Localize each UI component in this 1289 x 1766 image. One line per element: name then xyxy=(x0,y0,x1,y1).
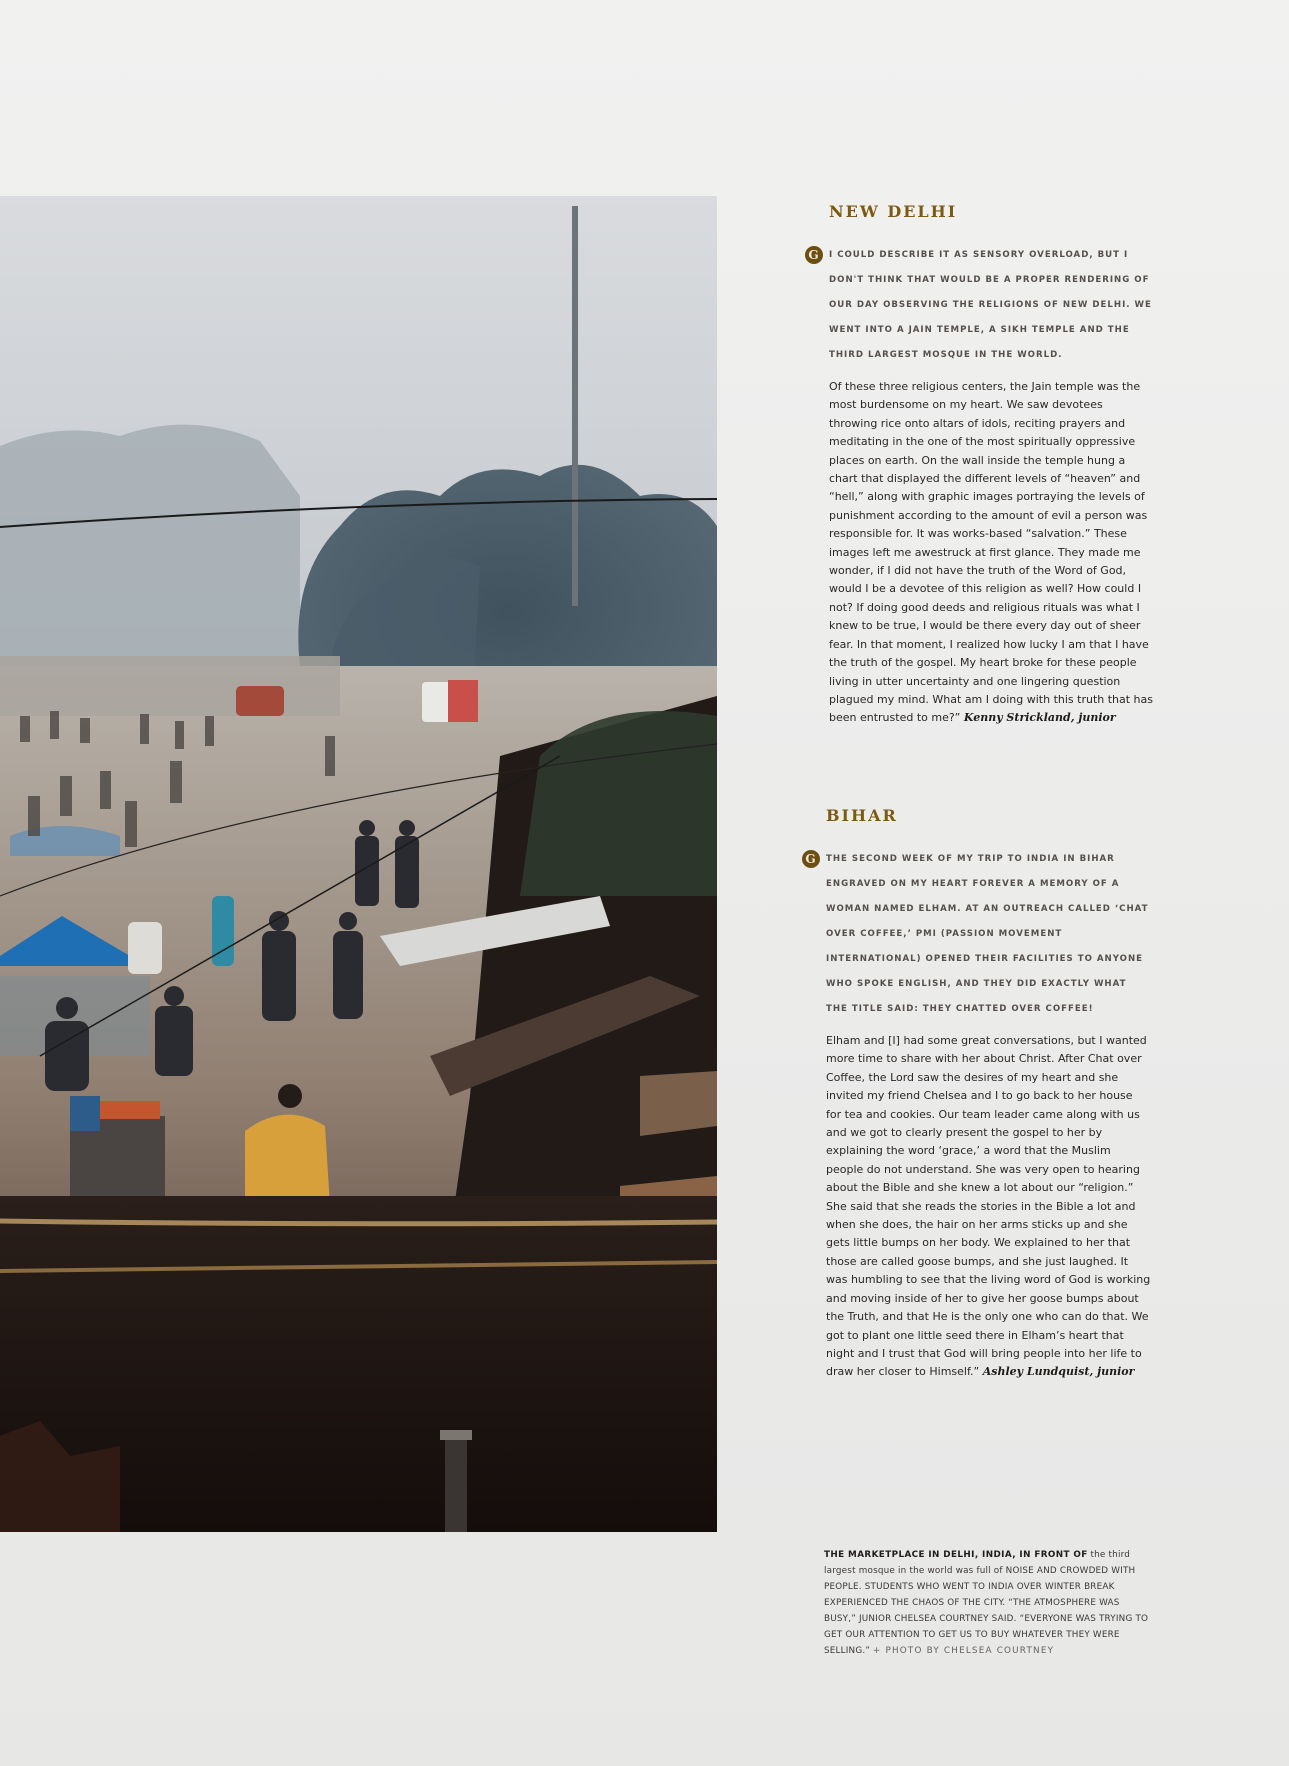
caption-lead: THE MARKETPLACE IN DELHI, INDIA, IN FRONT OF xyxy=(824,1550,1088,1560)
photo-caption xyxy=(824,1547,1149,1659)
bihar-lead-text: THE SECOND WEEK OF MY TRIP TO INDIA IN BIHAR ENGRAVED ON MY HEART FOREVER A MEMORY OF A WOMAN NAMED ELHAM. AT AN OUTREACH CALLED ‘CHAT OVER COFFEE,’ PMI (PASSION MOVEMENT INTERNATIONAL) OPENED THEIR FACILITIES TO ANYONE WHO SPOKE ENGLISH, AND THEY DID EXACTLY WHAT THE TITLE SAID: THEY CHATTED OVER COFFEE! xyxy=(826,854,1149,1014)
new-delhi-body-text: Of these three religious centers, the Jain temple was the most burdensome on my heart. We saw devotees throwing rice onto altars of idols, reciting prayers and meditating in the one of the most spiritually oppressive places on earth. On the wall inside the temple hung a chart that displayed the different levels of “heaven” and “hell,” along with graphic images portraying the levels of punishment according to the amount of evil a person was responsible for. It was works-based “salvation.” These images left me awestruck at first glance. They made me wonder, if I did not have the truth of the Word of God, would I be a devotee of this religion as well? How could I not? If doing good deeds and religious rituals was what I knew to be true, I would be there every day out of sheer fear. In that moment, I realized how lucky I am that I have the truth of the gospel. My heart broke for these people living in utter uncertainty and one lingering question plagued my mind. What am I doing with this truth that has been entrusted to me?” xyxy=(829,380,1154,725)
bihar-lead xyxy=(805,847,1151,1022)
new-delhi-lead xyxy=(808,243,1154,368)
bihar-body xyxy=(826,1032,1151,1382)
quote-mark-icon: G xyxy=(805,246,823,264)
section-title-bihar: BIHAR xyxy=(826,806,898,825)
new-delhi-body xyxy=(829,378,1154,728)
photo-credit: + PHOTO BY CHELSEA COURTNEY xyxy=(872,1646,1055,1656)
bihar-body-text: Elham and [I] had some great conversations, but I wanted more time to share with her about Christ. After Chat over Coffee, the Lord saw the desires of my heart and she invited my friend Chelsea and I to go back to her house for tea and cookies. Our team leader came along with us and we got to clearly present the gospel to her by explaining the word ‘grace,’ a word that the Muslim people do not understand. She was very open to hearing about the Bible and she knew a lot about our “religion.” She said that she reads the stories in the Bible a lot and when she does, the hair on her arms sticks up and she gets little bumps on her body. We explained to her that those are called goose bumps, and she just laughed. It was humbling to see that the living word of God is working and moving inside of her to give her goose bumps about the Truth, and that He is the only one who can do that. We got to plant one little seed there in Elham’s heart that night and I trust that God will bring people into her life to draw her closer to Himself.” xyxy=(826,1034,1151,1379)
bihar-section xyxy=(805,806,1151,1382)
bihar-byline: Ashley Lundquist, junior xyxy=(982,1365,1135,1379)
caption-text: the third largest mosque in the world was full of NOISE AND CROWDED WITH PEOPLE. STUDENTS WHO WENT TO INDIA OVER WINTER BREAK EXPERIENCED THE CHAOS OF THE CITY. “THE ATMOSPHERE WAS BUSY,” JUNIOR CHELSEA COURTNEY SAID. “EVERYONE WAS TRYING TO GET OUR ATTENTION TO GET US TO BUY WHATEVER THEY WERE SELLING.” xyxy=(824,1550,1149,1656)
new-delhi-byline: Kenny Strickland, junior xyxy=(963,711,1116,725)
quote-mark-icon: G xyxy=(802,850,820,868)
marketplace-photo xyxy=(0,196,717,1532)
section-title-new-delhi: NEW DELHI xyxy=(829,202,958,221)
new-delhi-lead-text: I COULD DESCRIBE IT AS SENSORY OVERLOAD, BUT I DON'T THINK THAT WOULD BE A PROPER RENDERING OF OUR DAY OBSERVING THE RELIGIONS OF NEW DELHI. WE WENT INTO A JAIN TEMPLE, A SIKH TEMPLE AND THE THIRD LARGEST MOSQUE IN THE WORLD. xyxy=(829,250,1152,360)
new-delhi-section xyxy=(808,202,1154,728)
